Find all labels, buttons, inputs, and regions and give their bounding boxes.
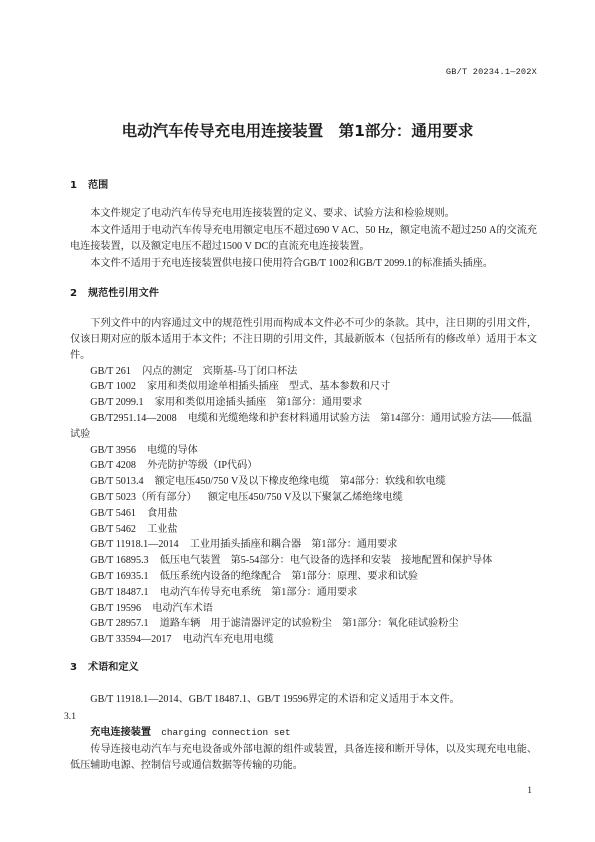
reference-code: GB/T 4208: [90, 460, 136, 472]
section-normative-references: [70, 286, 537, 648]
reference-code: GB/T 16935.1: [90, 571, 149, 583]
reference-item: [70, 537, 537, 553]
term-chinese: 充电连接装置: [90, 727, 152, 739]
reference-item: [70, 522, 537, 538]
reference-code: GB/T 18487.1: [90, 586, 149, 598]
reference-title: 低压系统内设备的绝缘配合 第1部分：原理、要求和试验: [159, 571, 418, 583]
section-title: 范围: [88, 180, 109, 191]
section-number: 3: [70, 662, 78, 674]
reference-title: 外壳防护等级（IP代码）: [147, 460, 258, 472]
reference-item: [70, 569, 537, 585]
section-number: 1: [70, 180, 78, 191]
reference-title: 家用和类似用途插头插座 第1部分：通用要求: [154, 397, 363, 409]
reference-code: GB/T 3956: [90, 444, 136, 456]
reference-code: GB/T2951.14—2008: [90, 413, 177, 425]
reference-title: 工业用插头插座和耦合器 第1部分：通用要求: [189, 539, 398, 551]
reference-title: 电缆和光缆绝缘和护套材料通用试验方法 第14部分：通用试验方法——低温试验: [70, 413, 533, 440]
page-number: 1: [527, 786, 532, 796]
reference-code: GB/T 28957.1: [90, 618, 149, 630]
reference-title: 闪点的测定 宾斯基-马丁闭口杯法: [142, 365, 298, 377]
reference-code: GB/T 1002: [90, 381, 136, 393]
section-terms-definitions: [64, 660, 537, 775]
reference-title: 食用盐: [147, 507, 178, 519]
term-entry: [70, 725, 537, 742]
reference-title: 电动汽车充电用电缆: [182, 634, 274, 646]
reference-title: 道路车辆 用于滤清器评定的试验粉尘 第1部分：氧化硅试验粉尘: [159, 618, 459, 630]
reference-code: GB/T 5013.4: [90, 476, 144, 488]
reference-item: [70, 506, 537, 522]
document-title: 电动汽车传导充电用连接装置 第1部分：通用要求: [121, 122, 474, 140]
reference-title: 低压电气装置 第5-54部分：电气设备的选择和安装 接地配置和保护导体: [159, 555, 493, 567]
term-english: charging connection set: [161, 727, 291, 739]
reference-code: GB/T 16895.3: [90, 555, 149, 567]
reference-item: [70, 364, 537, 380]
reference-title: 电动汽车传导充电系统 第1部分：通用要求: [159, 586, 358, 598]
reference-item: [70, 443, 537, 459]
section-title: 规范性引用文件: [88, 288, 159, 300]
paragraph: 本文件规定了电动汽车传导充电用连接装置的定义、要求、试验方法和检验规则。: [90, 208, 455, 220]
reference-code: GB/T 2099.1: [90, 397, 144, 409]
reference-item: [70, 379, 537, 395]
section-heading: [70, 286, 537, 302]
reference-code: GB/T 33594—2017: [90, 634, 172, 646]
section-number: 2: [70, 288, 78, 300]
reference-code: GB/T 5462: [90, 523, 136, 535]
reference-title: 电动汽车术语: [152, 602, 213, 614]
reference-code: GB/T 19596: [90, 602, 142, 614]
reference-title: 电缆的导体: [147, 444, 198, 456]
reference-title: 额定电压450/750 V及以下聚氯乙烯绝缘电缆: [207, 492, 403, 504]
term-number: 3.1: [64, 710, 76, 722]
reference-item: [70, 585, 537, 601]
reference-item: [70, 395, 537, 411]
reference-item: [70, 490, 537, 506]
reference-code: GB/T 11918.1—2014: [90, 539, 179, 551]
term-definition: 传导连接电动汽车与充电设备或外部电源的组件或装置，具备连接和断开导体，以及实现充电电能、低压辅助电源、控制信号或通信数据等传输的功能。: [70, 743, 537, 772]
reference-code: GB/T 5461: [90, 507, 136, 519]
paragraph: 本文件不适用于充电连接装置供电接口使用符合GB/T 1002和GB/T 2099.1的标准插头插座。: [90, 257, 493, 269]
reference-title: 工业盐: [147, 523, 178, 535]
reference-item: [70, 632, 537, 648]
reference-code: GB/T 5023（所有部分）: [90, 492, 197, 504]
document-number-header: GB/T 20234.1—202X: [445, 67, 537, 77]
document-body: [64, 178, 537, 775]
reference-item: [70, 474, 537, 490]
reference-title: 额定电压450/750 V及以下橡皮绝缘电缆 第4部分：软线和软电缆: [154, 476, 446, 488]
paragraph: 本文件适用于电动汽车传导充电用额定电压不超过690 V AC、50 Hz，额定电流不超过250 A的交流充电连接装置，以及额定电压不超过1500 V DC的直流充电连接装置。: [70, 224, 537, 253]
reference-title: 家用和类似用途单相插头插座 型式、基本参数和尺寸: [147, 381, 391, 393]
reference-code: GB/T 261: [90, 365, 131, 377]
reference-item: [70, 458, 537, 474]
paragraph: 下列文件中的内容通过文中的规范性引用而构成本文件必不可少的条款。其中，注日期的引用文件，仅该日期对应的版本适用于本文件；不注日期的引用文件，其最新版本（包括所有的修改单）适用于本文件。: [70, 318, 537, 361]
section-heading: [70, 660, 537, 676]
section-heading: [70, 178, 537, 194]
section-scope: [70, 178, 537, 272]
reference-item: [70, 616, 537, 632]
reference-item: [70, 601, 537, 617]
reference-item: [70, 411, 537, 443]
section-title: 术语和定义: [88, 662, 139, 674]
reference-item: [70, 553, 537, 569]
paragraph: GB/T 11918.1—2014、GB/T 18487.1、GB/T 19596界定的术语和定义适用于本文件。: [90, 694, 460, 706]
